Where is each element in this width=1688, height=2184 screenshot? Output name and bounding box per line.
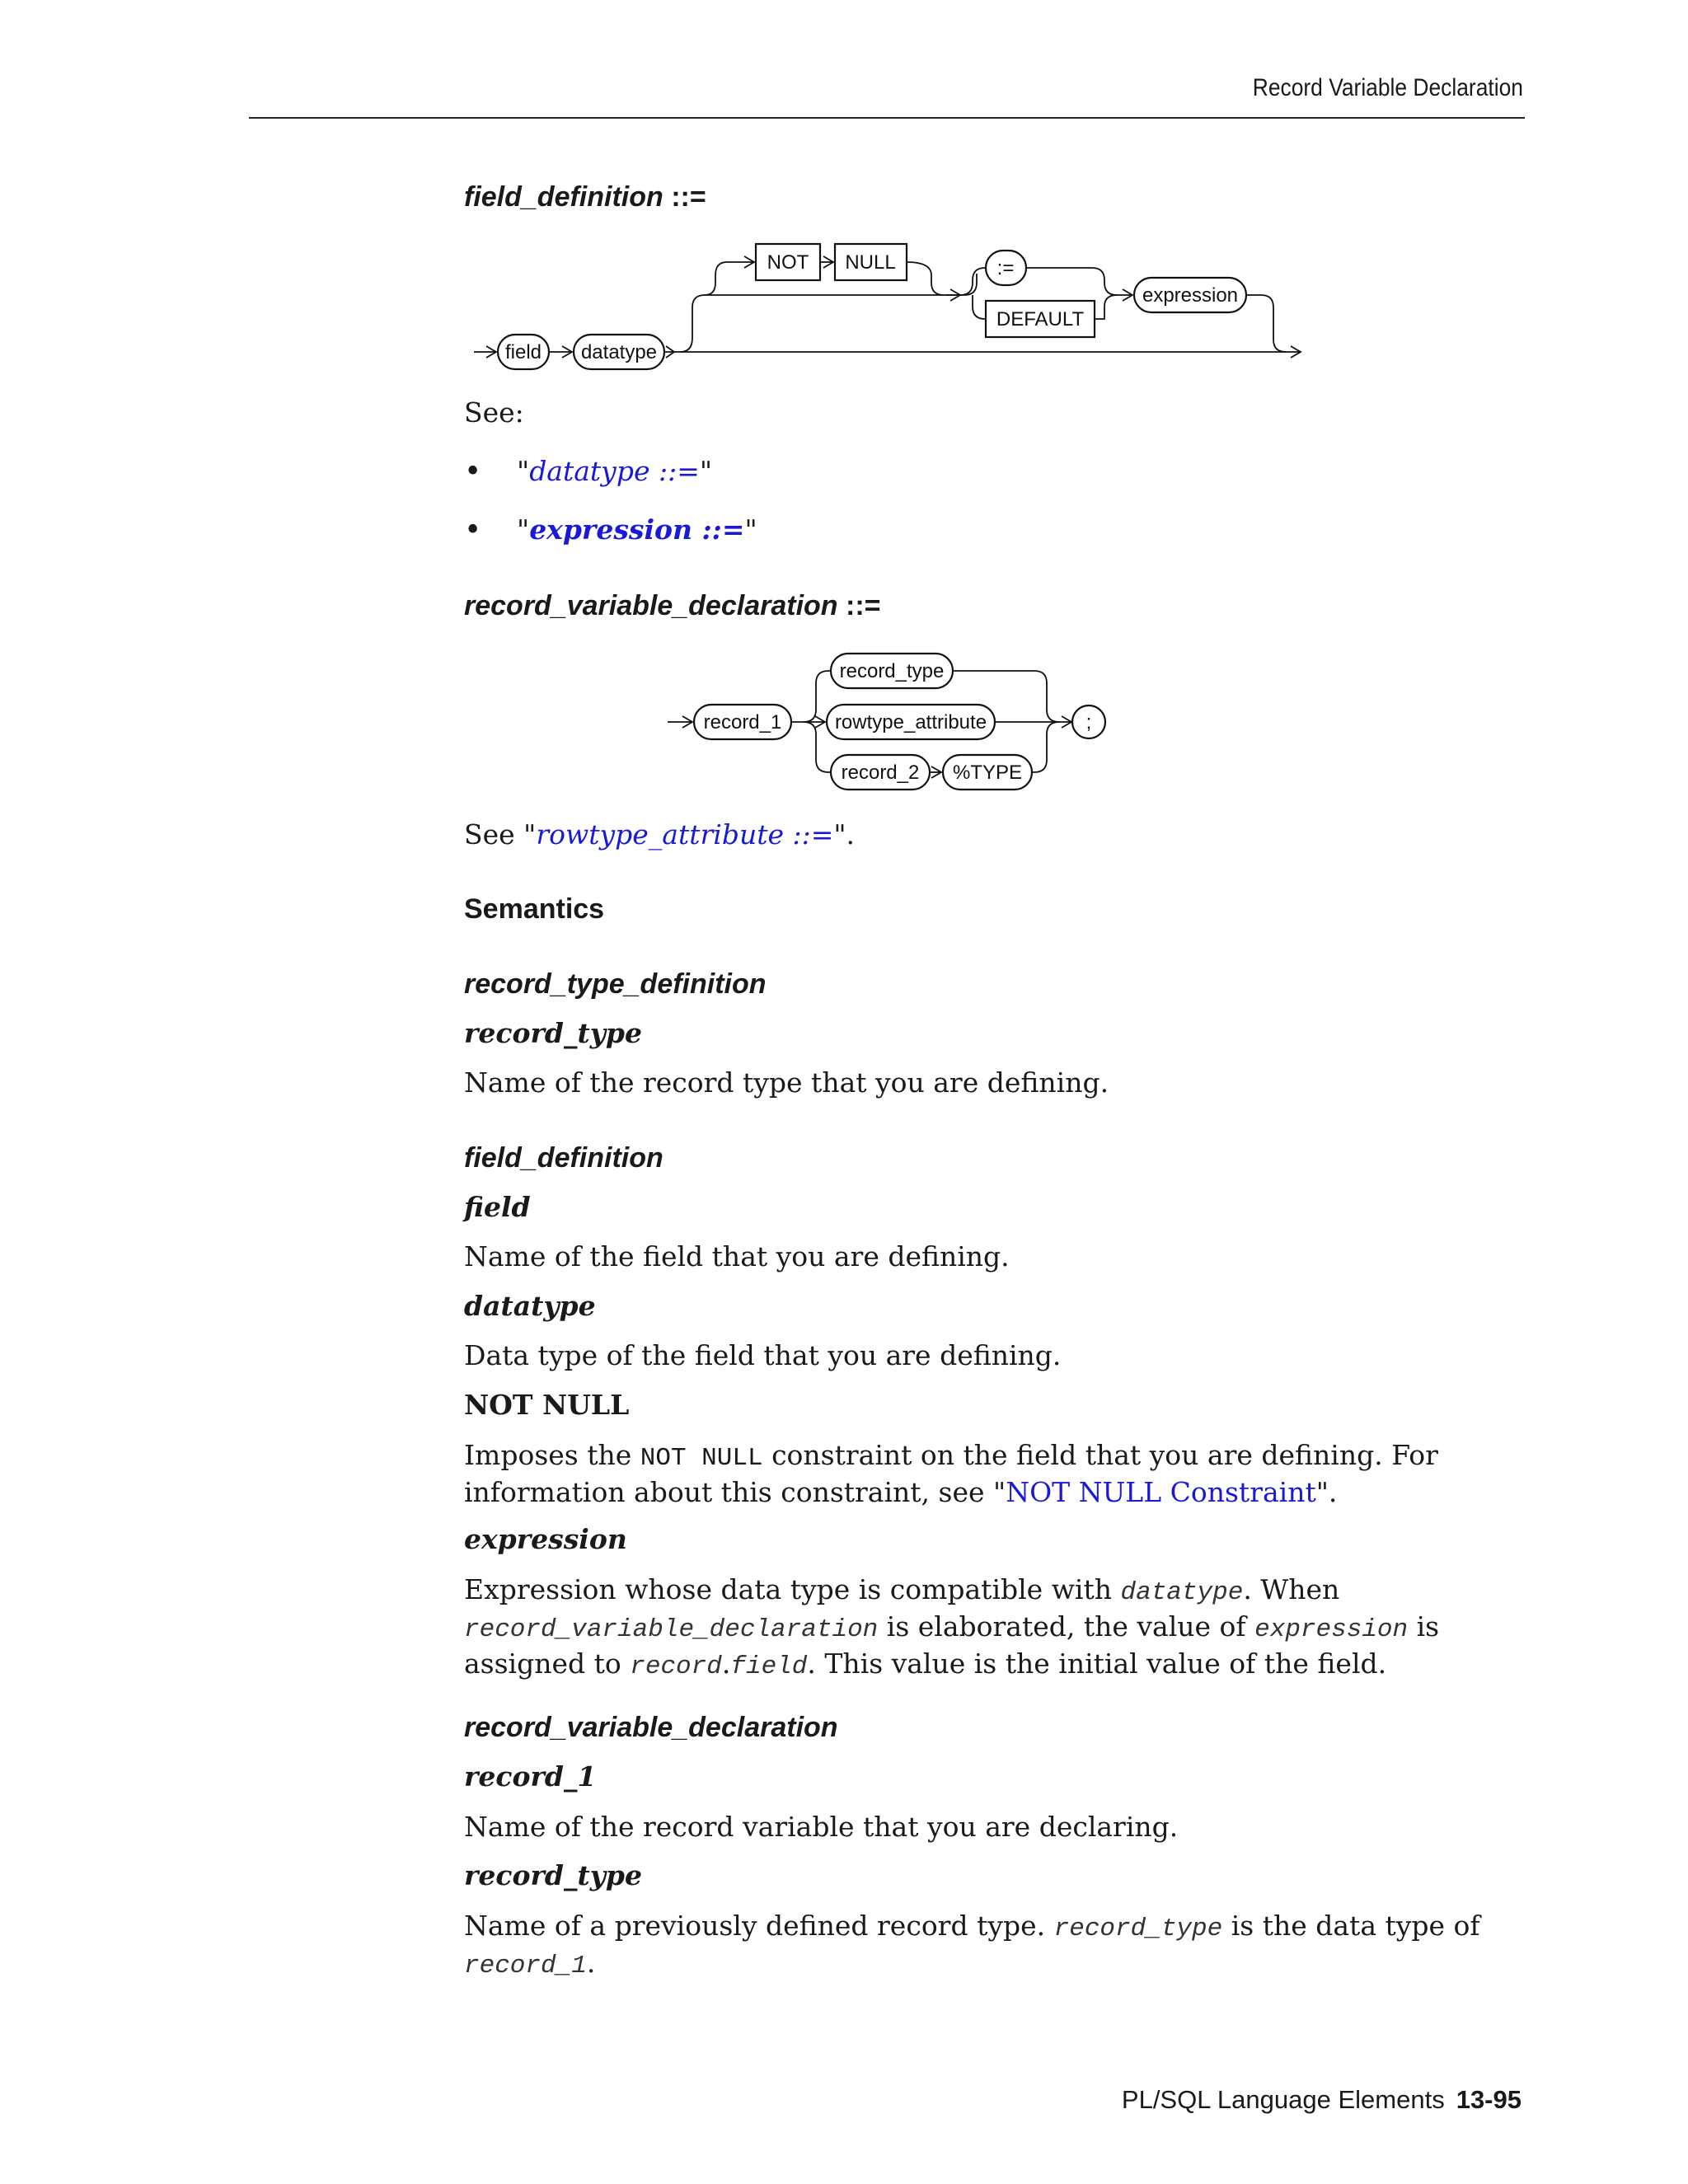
rail-title-term: field_definition	[464, 181, 663, 213]
datatype-node-label: datatype	[580, 341, 658, 363]
text-run: . This value is the initial value of the field.	[807, 1647, 1387, 1680]
running-head: Record Variable Declaration	[1252, 74, 1523, 101]
code-record-variable-declaration: record_variable_declaration	[464, 1615, 879, 1644]
rail-title-op: ::=	[671, 181, 706, 213]
rail-line	[1246, 295, 1286, 352]
assign-operator-label: :=	[996, 257, 1015, 279]
rail-line	[804, 671, 831, 722]
code-field: field	[730, 1652, 808, 1681]
see-item-datatype	[464, 455, 757, 513]
record-2-node-label: record_2	[841, 762, 920, 784]
code-datatype: datatype	[1120, 1578, 1244, 1607]
datatype-description: Data type of the field that you are defining.	[464, 1339, 1062, 1371]
percent-type-node-label: %TYPE	[952, 762, 1023, 784]
see-prefix: See "	[464, 818, 537, 851]
page-number: 13-95	[1456, 2085, 1522, 2114]
rail-line	[1095, 295, 1117, 319]
link-rowtype-attribute[interactable]: rowtype_attribute ::=	[536, 818, 834, 851]
field-definition-rail-title	[464, 181, 706, 213]
record-variable-rail-title	[464, 590, 881, 622]
record-type-description: Name of the record type that you are defining.	[464, 1066, 1109, 1099]
field-definition-syntax-diagram	[0, 231, 1688, 387]
record-type-definition-heading: record_type_definition	[464, 968, 767, 1000]
record-type-term-2: record_type	[464, 1859, 642, 1891]
see-rowtype-line	[464, 818, 855, 851]
text-run: .	[586, 1947, 596, 1979]
record-1-term: record_1	[464, 1760, 597, 1793]
rowtype-attribute-node-label: rowtype_attribute	[834, 711, 987, 733]
code-expression: expression	[1254, 1615, 1409, 1644]
null-keyword-label: NULL	[845, 251, 896, 274]
rail-title-op: ::=	[846, 590, 881, 621]
record-1-node-label: record_1	[703, 711, 782, 733]
rail-title-term: record_variable_declaration	[464, 590, 838, 621]
quote-open: "	[517, 455, 530, 487]
quote-close: "	[699, 455, 713, 487]
semantics-heading: Semantics	[464, 893, 605, 925]
record-1-description: Name of the record variable that you are declaring.	[464, 1811, 1179, 1843]
quote-open: "	[517, 513, 530, 546]
text-run: ".	[1315, 1476, 1338, 1508]
record-variable-syntax-diagram	[0, 643, 1688, 799]
semicolon-node-label: ;	[1085, 711, 1092, 733]
text-run: Expression whose data type is compatible with	[464, 1573, 1121, 1605]
record-type-term: record_type	[464, 1017, 642, 1049]
not-null-description	[464, 1438, 1536, 1509]
expression-term: expression	[464, 1523, 627, 1555]
record-type-description-2	[464, 1909, 1536, 1983]
rail-line	[907, 262, 944, 295]
text-run: Name of a previously defined record type.	[464, 1910, 1054, 1942]
not-keyword-label: NOT	[767, 251, 809, 274]
code-record-1: record_1	[464, 1952, 587, 1980]
default-keyword-label: DEFAULT	[996, 308, 1085, 330]
text-run: is elaborated, the value of	[878, 1610, 1255, 1643]
see-item-expression	[464, 513, 757, 572]
footer-book-title: PL/SQL Language Elements	[1121, 2085, 1445, 2114]
page-footer	[1122, 2085, 1522, 2115]
record-variable-declaration-heading: record_variable_declaration	[464, 1712, 838, 1743]
text-run: Imposes the	[464, 1439, 640, 1471]
code-record: record	[630, 1652, 722, 1681]
text-run: . When	[1243, 1573, 1340, 1605]
expression-description	[464, 1572, 1536, 1684]
field-definition-heading: field_definition	[464, 1142, 663, 1174]
field-term: field	[464, 1191, 531, 1223]
not-null-term: NOT NULL	[464, 1389, 630, 1421]
record-type-node-label: record_type	[839, 660, 945, 682]
datatype-term: datatype	[464, 1290, 596, 1322]
code-not-null: NOT NULL	[640, 1444, 763, 1473]
see-label: See:	[464, 396, 524, 429]
text-run: is assigned to	[464, 1610, 1440, 1680]
field-node-label: field	[504, 341, 542, 363]
expression-node-label: expression	[1142, 284, 1239, 307]
text-run: is the data type of	[1222, 1910, 1480, 1942]
text-run: .	[721, 1647, 731, 1680]
rail-line	[804, 722, 831, 772]
text-run: constraint on the field that you are defining. For information about this constraint, see "	[464, 1439, 1438, 1508]
header-rule	[249, 117, 1525, 119]
rail-line	[973, 295, 986, 319]
rail-line	[1026, 268, 1117, 295]
quote-close: "	[744, 513, 757, 546]
rail-line	[960, 268, 986, 295]
link-expression[interactable]: expression ::=	[529, 513, 745, 546]
code-record-type: record_type	[1053, 1915, 1223, 1943]
link-not-null-constraint[interactable]: NOT NULL Constraint	[1006, 1476, 1316, 1508]
link-datatype[interactable]: datatype ::=	[529, 455, 700, 487]
rail-line	[1032, 722, 1059, 772]
see-suffix: ".	[833, 818, 856, 851]
field-description: Name of the field that you are defining.	[464, 1240, 1010, 1272]
see-list	[464, 455, 757, 572]
